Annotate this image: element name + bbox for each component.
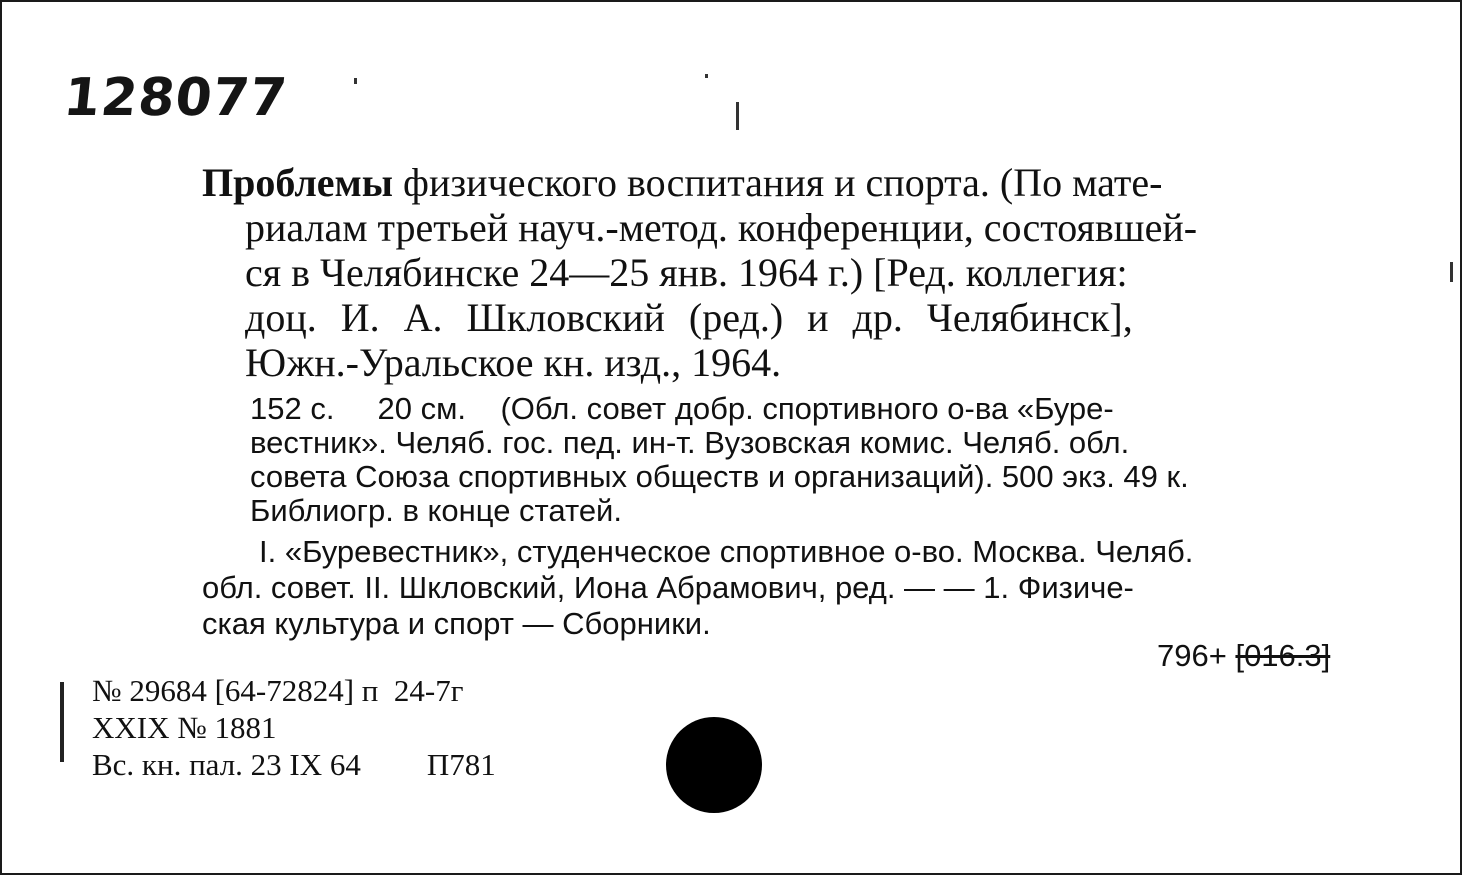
tracing-line-3: ская культура и спорт — Сборники. [202, 606, 711, 641]
footer-line-1: № 29684 [64-72824] п 24-7г [92, 673, 464, 708]
bibliographic-description [202, 160, 1362, 385]
margin-mark [60, 682, 64, 762]
physical-description-notes [250, 392, 1362, 528]
scan-speck [354, 78, 357, 84]
tracing-line-1: I. «Буревестник», студенческое спортивное о-во. Москва. Челяб. [259, 534, 1194, 569]
title-rest: физического воспитания и спорта. (По мате- [393, 160, 1163, 205]
classification-current: 796+ [1157, 638, 1236, 673]
scan-speck [705, 74, 708, 78]
notes-line-1: 152 с. 20 см. (Обл. совет добр. спортивного о-ва «Буре- [250, 391, 1114, 426]
description-line-2: риалам третьей науч.-метод. конференции, состоявшей- [245, 205, 1198, 250]
title-lead: Проблемы [202, 160, 394, 205]
notes-line-4: Библиогр. в конце статей. [250, 493, 622, 528]
footer-line-2: XXIX № 1881 [92, 710, 277, 745]
punch-hole [666, 717, 762, 813]
footer-line-3 [92, 746, 496, 783]
footer-line-3-left: Вс. кн. пал. 23 IX 64 [92, 747, 361, 782]
description-line-4: доц. И. А. Шкловский (ред.) и др. Челябинск], [245, 295, 1133, 340]
tracing-line-2: обл. совет. II. Шкловский, Иона Абрамович, ред. — — 1. Физиче- [202, 570, 1134, 605]
description-line-1 [202, 160, 1362, 205]
classification-code [1157, 638, 1330, 674]
handwritten-number: 128077 [60, 68, 291, 128]
scan-speck [1450, 262, 1453, 282]
card-footer [92, 672, 496, 783]
description-line-5: Южн.-Уральское кн. изд., 1964. [245, 340, 782, 385]
footer-line-3-right: П781 [426, 747, 496, 782]
subject-tracing [202, 534, 1362, 642]
notes-line-2: вестник». Челяб. гос. пед. ин-т. Вузовская комис. Челяб. обл. [250, 425, 1130, 460]
scan-speck [736, 102, 739, 130]
description-line-3: ся в Челябинске 24—25 янв. 1964 г.) [Ред. коллегия: [245, 250, 1128, 295]
classification-struck: [016.3] [1235, 638, 1331, 673]
notes-line-3: совета Союза спортивных обществ и организаций). 500 экз. 49 к. [250, 459, 1189, 494]
